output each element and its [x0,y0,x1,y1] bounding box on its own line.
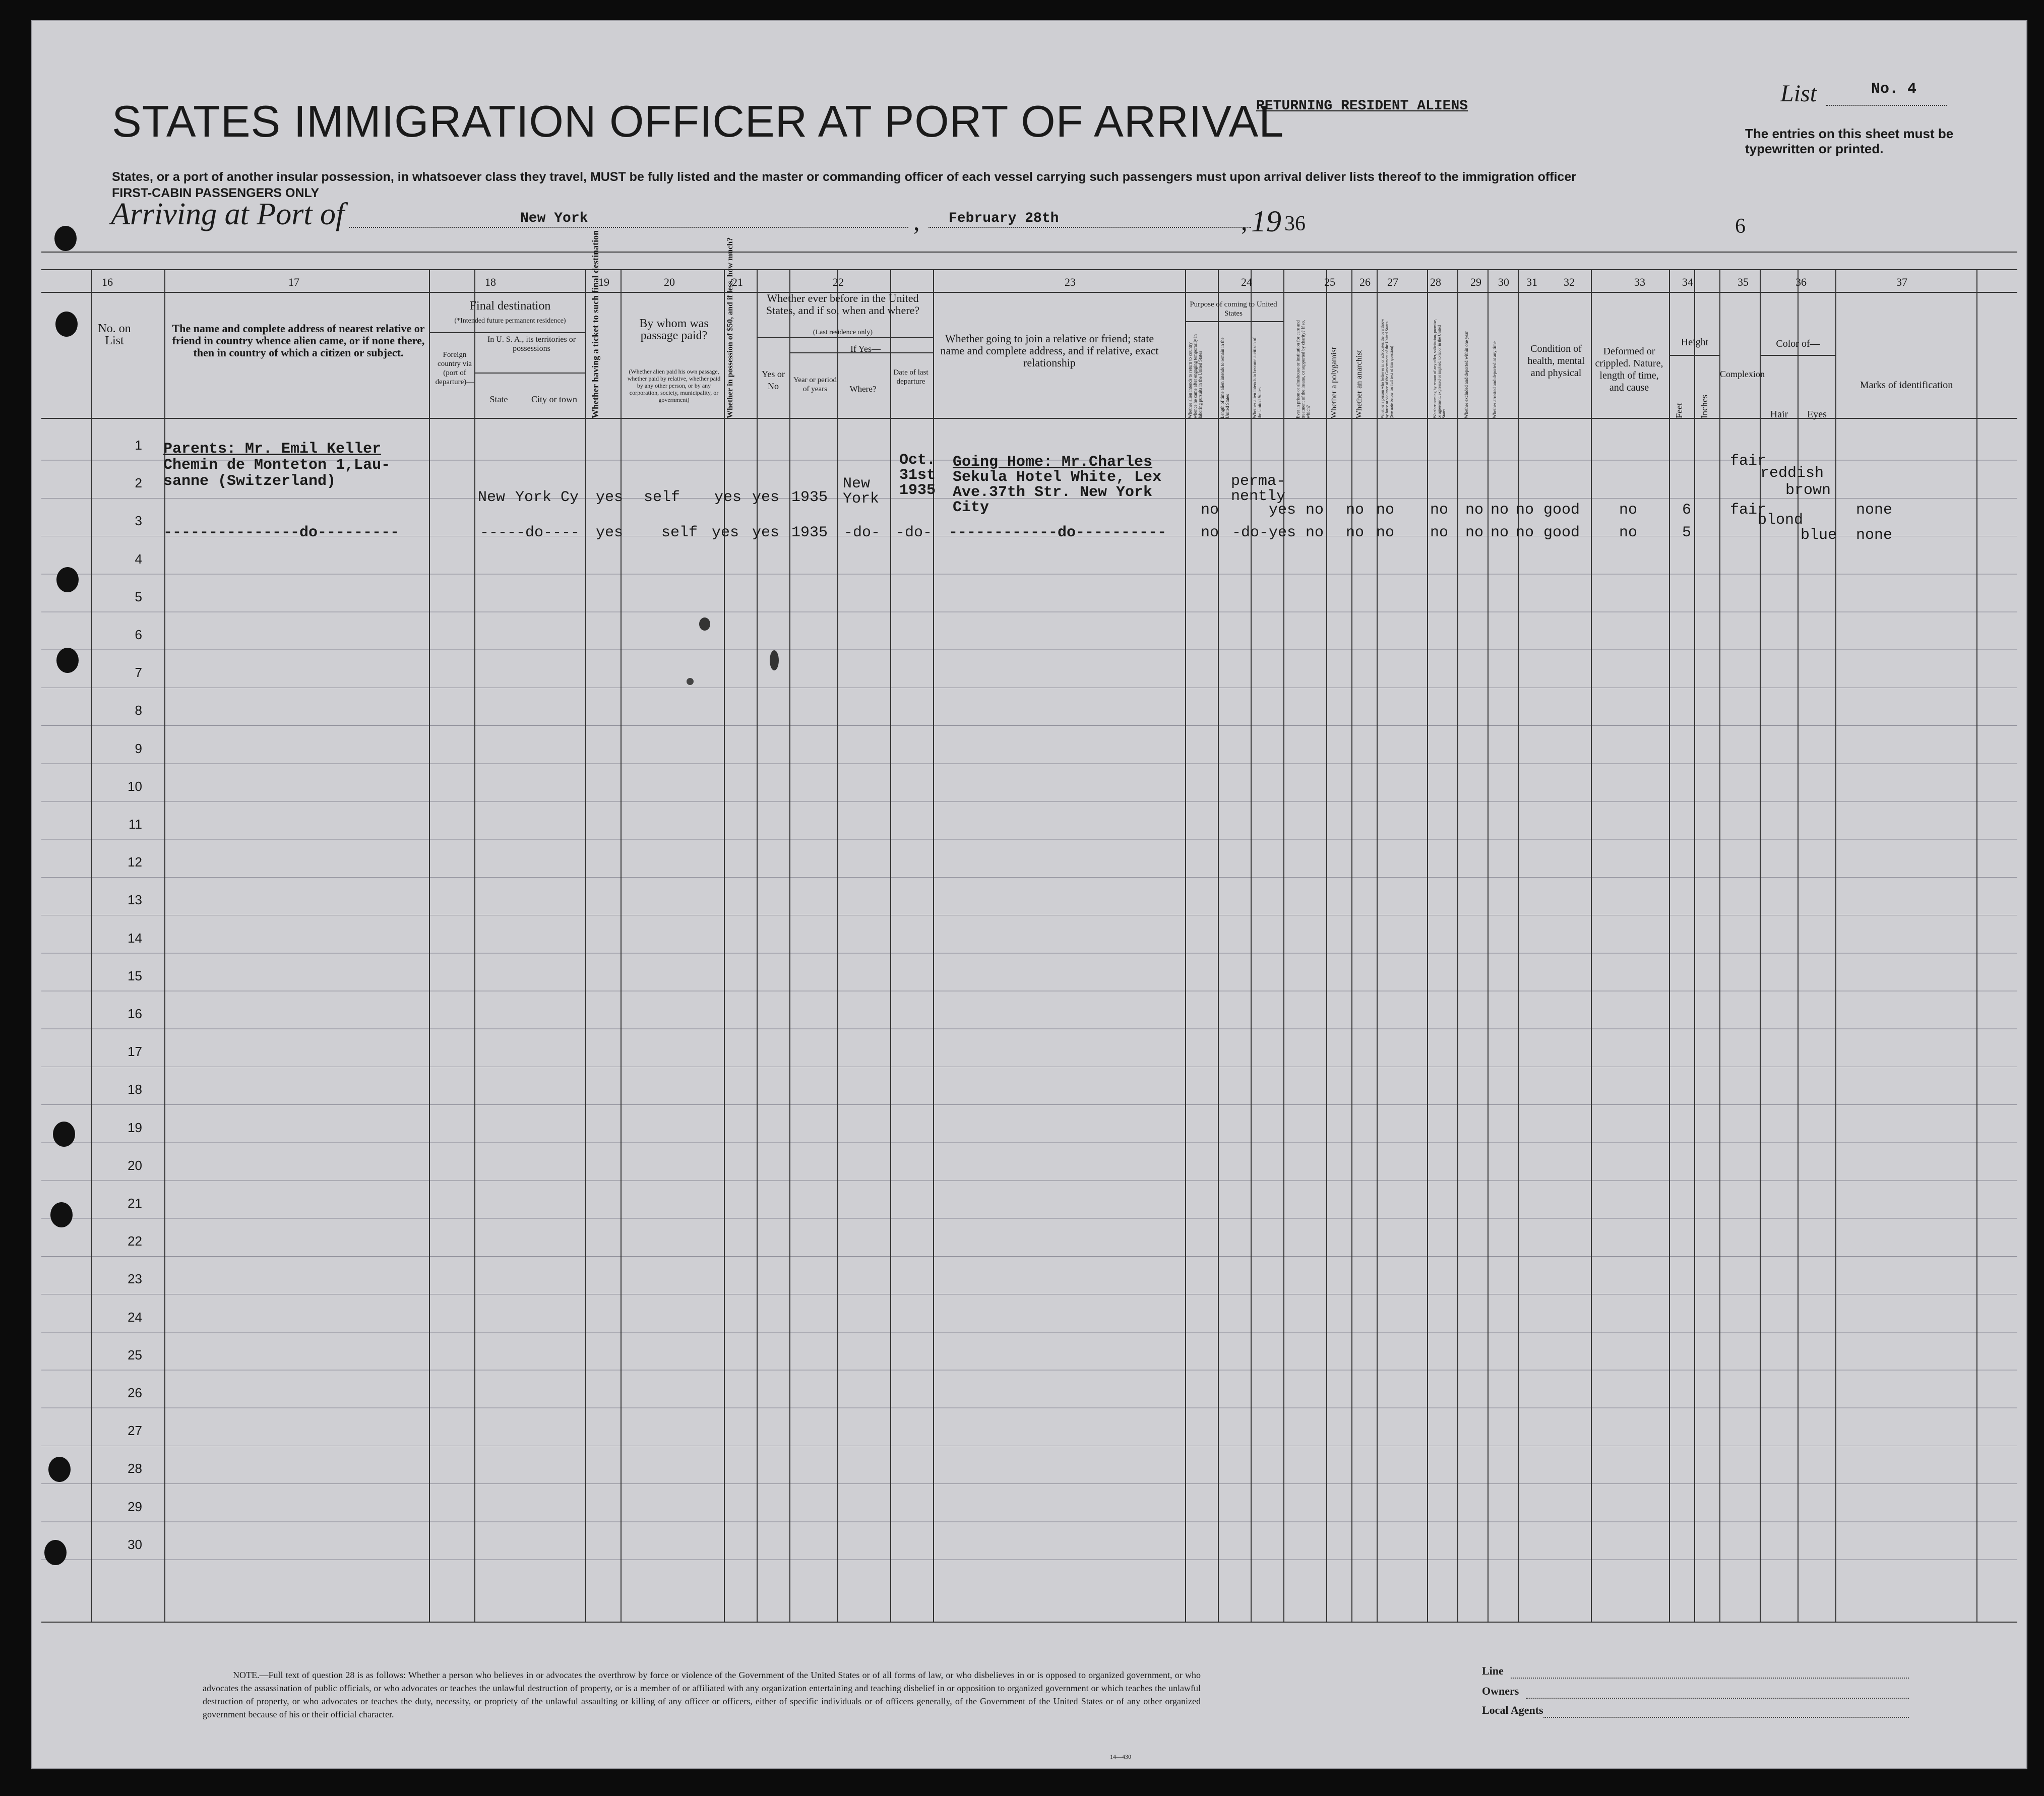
row2-overthrow: no [1430,524,1449,541]
form-code: 14—430 [1110,1753,1131,1760]
row2-marks: none [1856,527,1893,544]
column-number: 20 [664,276,675,288]
header-relative: The name and complete address of nearest relative or friend in country whence alien came, or if none there, then in country of which a citizen or subject. [172,322,425,359]
header-foreign-country: Foreign country via (port of departure)— [435,351,474,386]
hair-line: reddish [1760,465,1824,482]
column-number: 18 [485,276,496,288]
header-eyes: Eyes [1807,409,1827,420]
punch-hole [55,312,78,337]
footer-note: NOTE.—Full text of question 28 is as follows: Whether a person who believes in or advocates the overthrow by force or violence of the Government of the United States or of all forms of law, or who disbelieves in or is opposed to organized government, or who advocates the assassination of public officials, or who advocates or teaches the unlawful destruction of property, or is a member of or affiliated with any organization entertaining and teaching disbelief in or opposition to organized government or which teaches the unlawful destruction of property, or who advocates or teaches the duty, necessity, or propriety of the unlawful assaulting or killing of any officer or officers, either of specific individuals or of officers generally, of the Government of the United States or of any other organized government because of his or their official character. [203,1670,1201,1719]
header-state: State [489,394,508,404]
join-line: City [953,499,989,516]
row1-purpose-c: yes [1269,502,1296,519]
header-usa: In U. S. A., its territories or possessions [487,335,576,353]
row2-labor: no [1465,524,1484,541]
ink-blot [687,678,694,685]
row2-anarchist: no [1376,524,1395,541]
column-number: 33 [1634,276,1645,288]
departure-line: 31st [899,467,936,484]
row-number: 7 [135,665,142,680]
table-grid [31,20,2027,1769]
row1-arrested: no [1516,502,1534,519]
header-purpose: Purpose of coming to United States [1190,300,1277,318]
row-number: 27 [128,1423,142,1439]
header-passage-paid: By whom was passage paid? [639,317,709,342]
column-number: 21 [732,276,743,288]
column-number: 27 [1387,276,1398,288]
column-number: 37 [1896,276,1907,288]
punch-hole [56,648,79,673]
row1-condition: good [1543,502,1580,519]
join-line: Going Home: Mr.Charles [953,454,1153,471]
join-line: Sekula Hotel White, Lex [953,469,1162,486]
row2-year: 1935 [791,524,828,541]
row-number: 11 [129,817,142,832]
manifest-sheet [31,20,2027,1769]
row1-marks: none [1856,502,1893,519]
row1-ticket: yes [596,489,624,506]
owners-label: Owners [1482,1685,1519,1697]
column-number: 17 [288,276,299,288]
row1-yesno: yes [752,489,780,506]
row-number: 2 [135,475,142,491]
row1-city: York Cy [515,489,579,506]
row-number: 5 [135,589,142,604]
comma-1: , [913,207,920,235]
header-feet: Feet [1674,403,1684,418]
year-suffix: 36 [1284,212,1306,235]
column-number: 34 [1682,276,1693,288]
row2-join: ------------do---------- [949,524,1167,541]
row1-purpose-b [1231,474,1285,504]
purpose-b-line: nently [1231,488,1286,505]
instruction-line: FIRST-CABIN PASSENGERS ONLY [112,186,320,200]
join-line: Ave.37th Str. New York [953,484,1153,501]
header-polygamist: Whether a polygamist [1330,347,1338,418]
list-label: List [1780,80,1817,107]
row2-excluded: no [1491,524,1509,541]
header-purpose-a: Whether alien intends to return to country whence he came after engaging temporarily in laboring pursuits in the United States [1188,334,1203,418]
header-where: Where? [849,384,877,394]
column-number: 29 [1470,276,1481,288]
header-purpose-c: Whether alien intends to become a citizen of the United States [1252,337,1262,418]
column-number: 25 [1324,276,1335,288]
row1-relative [163,441,390,489]
row-number: 26 [128,1385,142,1400]
purpose-b-line: perma- [1231,473,1286,490]
header-ever-before: Whether ever before in the United States, and if so, when and where? [766,292,920,317]
row-number: 22 [128,1233,142,1249]
row2-relative: ---------------do--------- [163,524,400,541]
row2-where: -do- [844,524,881,541]
row2-departure: -do- [896,524,933,541]
header-fifty-dollars: Whether in possession of $50, and if less, how much? [726,237,734,418]
agents-field [1543,1717,1909,1718]
line-label: Line [1482,1664,1504,1677]
ink-blot [770,650,779,670]
column-number: 35 [1738,276,1749,288]
owners-field [1526,1698,1909,1699]
row1-join [953,455,1161,515]
header-ticket: Whether having a ticket to such final destination [590,230,600,418]
row2-prison: no [1306,524,1324,541]
ink-blot [699,617,710,631]
date-value: February 28th [949,211,1059,226]
row2-complexion: fair [1730,502,1767,519]
row2-eyes: blue [1801,527,1837,544]
column-number: 36 [1795,276,1807,288]
row-number: 1 [135,438,142,453]
row-number: 18 [128,1082,142,1097]
header-condition: Condition of health, mental and physical [1527,343,1585,379]
header-hair: Hair [1770,409,1788,420]
row2-feet: 5 [1682,524,1692,541]
header-color-of: Color of— [1776,338,1820,349]
row1-fifty: yes [714,489,742,506]
header-city: City or town [531,394,577,404]
where-line: New [843,475,871,492]
row1-where [843,476,879,507]
row2-purpose-c: yes [1269,524,1296,541]
row2-yesno: yes [752,524,780,541]
row2-fifty: yes [712,524,739,541]
column-number: 32 [1564,276,1575,288]
header-if-yes: If Yes— [850,344,881,354]
row1-paid: self [644,489,680,506]
row1-deformed: no [1619,502,1638,519]
header-date-departure: Date of last departure [893,368,928,386]
list-number: No. 4 [1871,81,1917,98]
row2-state: -----do---- [480,524,580,541]
row1-feet: 6 [1682,502,1692,519]
row2-purpose-a: no [1201,524,1219,541]
row-number: 8 [135,703,142,718]
header-join-relative: Whether going to join a relative or friend; state name and complete address, and if relative, exact relationship [940,332,1159,369]
departure-line: 1935 [899,482,936,499]
row-number: 9 [135,740,142,756]
row-number: 10 [128,778,142,794]
header-complexion: Complexion [1720,369,1765,379]
column-number: 31 [1526,276,1537,288]
header-excluded: Whether excluded and deported within one year [1464,331,1469,418]
header-ever-before-note: (Last residence only) [813,329,873,336]
port-value: New York [520,211,588,226]
header-arrested: Whether arrested and deported at any time [1492,341,1497,418]
instruction-line: States, or a port of another insular possession, in whatsoever class they travel, MUST be fully listed and the master or commanding officer of each vessel carrying such passengers must upon arrival deliver lists thereof to the immigration officer [112,170,1576,184]
where-line: York [843,490,880,508]
punch-hole [48,1457,71,1482]
row2-condition: good [1543,524,1580,541]
row1-state: New [478,489,506,506]
header-final-destination-note: (*Intended future permanent residence) [454,317,566,325]
departure-line: Oct. [899,452,936,469]
header-no-on-list: No. on List [98,322,131,347]
row2-hair: blond [1758,512,1804,529]
row-number: 25 [128,1347,142,1363]
page-title: STATES IMMIGRATION OFFICER AT PORT OF ARRIVAL [112,96,1284,146]
column-number: 22 [833,276,844,288]
header-year-period: Year or period of years [793,376,837,393]
row-number: 19 [128,1120,142,1135]
row-number: 14 [128,930,142,946]
row1-prison: no [1306,502,1324,519]
column-number: 28 [1430,276,1441,288]
relative-line: Chemin de Monteton 1,Lau- [163,457,391,474]
corner-mark: 6 [1735,215,1746,238]
row2-ticket: yes [596,524,624,541]
row-number: 3 [135,513,142,529]
row1-departure [899,453,936,498]
header-final-destination: Final destination [469,299,551,313]
column-number: 24 [1241,276,1252,288]
header-anarchist: Whether an anarchist [1355,350,1364,418]
relative-line: sanne (Switzerland) [163,473,336,490]
row-number: 4 [135,551,142,567]
punch-hole [56,567,79,592]
row1-polygamist: no [1346,502,1365,519]
column-number: 16 [102,276,113,288]
row1-purpose-a: no [1201,502,1219,519]
list-class-stamp: RETURNING RESIDENT ALIENS [1256,98,1468,114]
row2-paid: self [661,524,698,541]
row1-anarchist: no [1376,502,1395,519]
row2-deformed: no [1619,524,1638,541]
year-prefix: 19 [1251,205,1281,238]
header-deformed: Deformed or crippled. Nature, length of time, and cause [1595,346,1663,393]
column-number: 30 [1498,276,1509,288]
column-number: 23 [1065,276,1076,288]
header-overthrow: Whether a person who believes in or advocates the overthrow by force or violence of the Government of the United States (See note below for full text of this question) [1380,319,1394,418]
row2-arrested: no [1516,524,1534,541]
row-number: 16 [128,1006,142,1021]
punch-hole [44,1540,67,1565]
header-height: Height [1681,337,1709,348]
header-inches: Inches [1699,395,1709,418]
row-number: 29 [128,1499,142,1514]
header-yes-no: Yes or No [762,369,785,391]
header-labor: Whether coming by reason of any offer, solicitation, promise, or agreement, expressed or implied, to labor in the United States [1433,319,1446,418]
header-prison: Ever in prison or almshouse or institution for care and treatment of the insane, or supported by charity? If so, which? [1295,320,1311,418]
row-number: 15 [128,968,142,983]
row2-polygamist: no [1346,524,1365,541]
row-number: 21 [128,1196,142,1211]
row1-labor: no [1465,502,1484,519]
row-number: 17 [128,1044,142,1060]
agents-label: Local Agents [1482,1704,1543,1716]
row-number: 20 [128,1157,142,1173]
row1-complexion: fair [1730,453,1767,470]
punch-hole [53,1122,75,1147]
header-passage-note: (Whether alien paid his own passage, whether paid by relative, whether paid by any other person, or by any corporation, society, municipality, or government) [627,368,721,403]
arriving-label: Arriving at Port of [111,197,345,231]
row1-year: 1935 [791,489,828,506]
row-number: 30 [128,1536,142,1552]
row-number: 24 [128,1309,142,1325]
row1-excluded: no [1491,502,1509,519]
row2-purpose-b: -do- [1232,524,1269,541]
column-number: 19 [598,276,609,288]
row-number: 12 [128,854,142,870]
punch-hole [50,1202,73,1227]
row-number: 6 [135,627,142,642]
punch-hole [54,226,77,251]
comma-2: , [1241,207,1248,235]
column-number: 26 [1359,276,1371,288]
row-number: 23 [128,1271,142,1287]
typewritten-note: The entries on this sheet must be typewritten or printed. [1745,126,1954,156]
line-field [1511,1678,1909,1679]
header-marks: Marks of identification [1860,380,1953,391]
header-purpose-b: Length of time alien intends to remain in the United States [1220,337,1230,418]
row-number: 28 [128,1461,142,1476]
row1-overthrow: no [1430,502,1449,519]
relative-line: Parents: Mr. Emil Keller [163,441,382,458]
hair-line: brown [1785,482,1831,499]
row1-hair [1760,465,1831,499]
row-number: 13 [128,892,142,908]
